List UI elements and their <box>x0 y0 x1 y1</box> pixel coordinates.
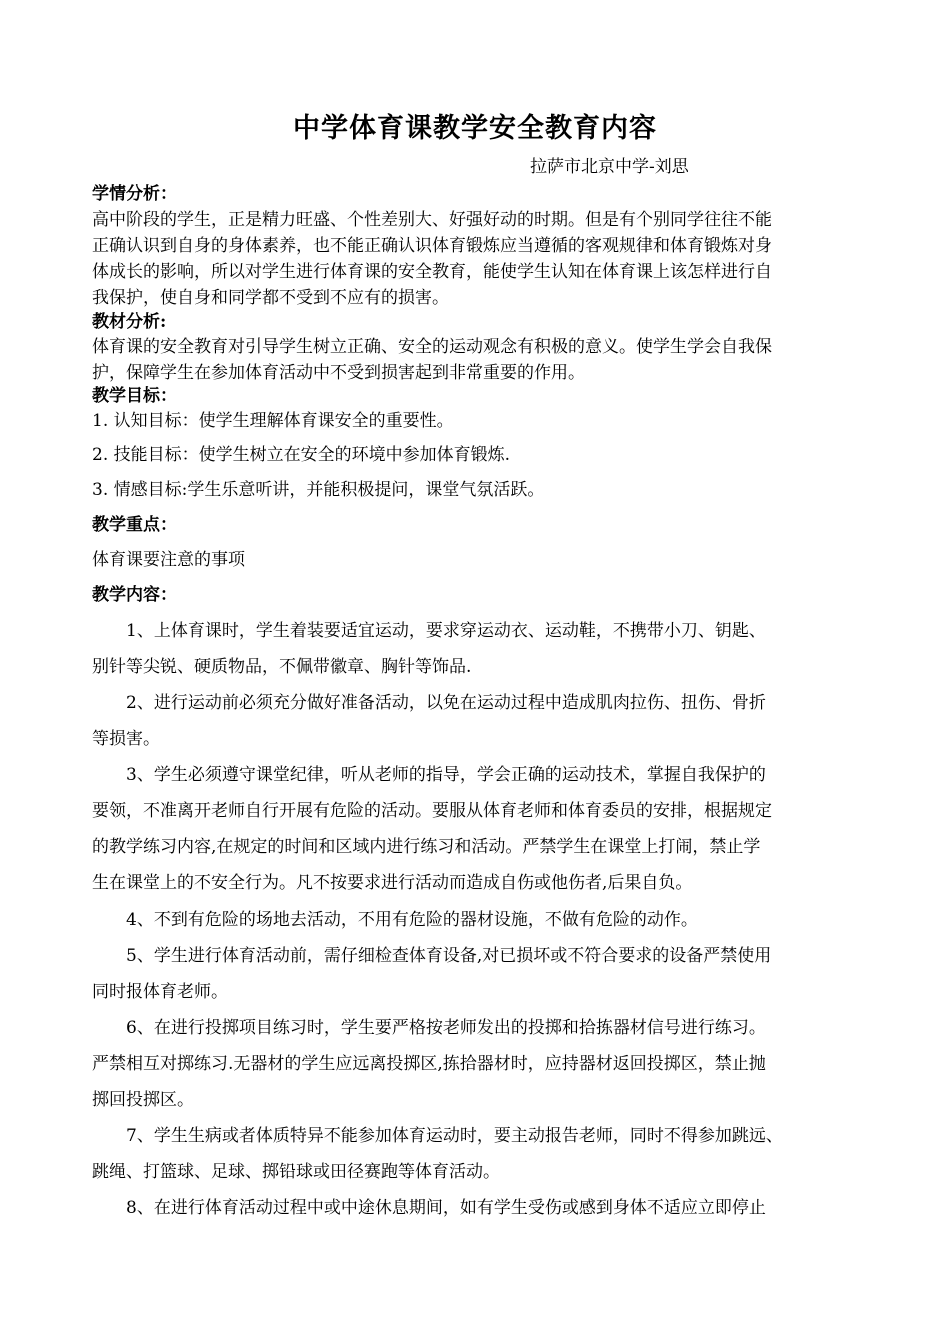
content-line: 别针等尖锐、硬质物品，不佩带徽章、胸针等饰品. <box>92 657 472 677</box>
focus-text: 体育课要注意的事项 <box>92 550 245 570</box>
content-heading: 教学内容： <box>92 585 177 605</box>
content-line: 同时报体育老师。 <box>92 982 228 1002</box>
material-heading: 教材分析: <box>92 312 167 332</box>
content-line: 的教学练习内容,在规定的时间和区域内进行练习和活动。严禁学生在课堂上打闹，禁止学 <box>92 837 761 857</box>
analysis-line: 正确认识到自身的身体素养，也不能正确认识体育锻炼应当遵循的客观规律和体育锻炼对身 <box>92 236 772 256</box>
analysis-line: 我保护，使自身和同学都不受到不应有的损害。 <box>92 288 449 308</box>
content-line: 7、学生生病或者体质特异不能参加体育运动时，要主动报告老师，同时不得参加跳远、 <box>92 1126 783 1146</box>
content-line: 要领，不准离开老师自行开展有危险的活动。要服从体育老师和体育委员的安排，根据规定 <box>92 801 772 821</box>
focus-heading: 教学重点： <box>92 515 177 535</box>
content-line: 6、在进行投掷项目练习时，学生要严格按老师发出的投掷和拾拣器材信号进行练习。 <box>92 1018 766 1038</box>
content-line: 生在课堂上的不安全行为。凡不按要求进行活动而造成自伤或他伤者,后果自负。 <box>92 873 693 893</box>
content-line: 等损害。 <box>92 729 160 749</box>
goals-heading: 教学目标： <box>92 386 177 406</box>
content-line: 严禁相互对掷练习.无器材的学生应远离投掷区,拣拾器材时，应持器材返回投掷区，禁止抛 <box>92 1054 766 1074</box>
page-title: 中学体育课教学安全教育内容 <box>293 113 657 144</box>
content-line: 5、学生进行体育活动前，需仔细检查体育设备,对已损坏或不符合要求的设备严禁使用 <box>92 946 772 966</box>
analysis-line: 高中阶段的学生，正是精力旺盛、个性差别大、好强好动的时期。但是有个别同学往往不能 <box>92 210 772 230</box>
content-line: 4、不到有危险的场地去活动，不用有危险的器材设施，不做有危险的动作。 <box>92 910 698 930</box>
author-line: 拉萨市北京中学-刘思 <box>530 157 689 177</box>
content-line: 8、在进行体育活动过程中或中途休息期间，如有学生受伤或感到身体不适应立即停止 <box>92 1198 766 1218</box>
goal-item: 2. 技能目标：使学生树立在安全的环境中参加体育锻炼. <box>92 445 511 465</box>
goal-item: 3. 情感目标:学生乐意听讲，并能积极提问，课堂气氛活跃。 <box>92 480 545 500</box>
content-line: 跳绳、打篮球、足球、掷铅球或田径赛跑等体育活动。 <box>92 1162 500 1182</box>
content-line: 掷回投掷区。 <box>92 1090 194 1110</box>
content-line: 3、学生必须遵守课堂纪律，听从老师的指导，学会正确的运动技术，掌握自我保护的 <box>92 765 766 785</box>
material-line: 体育课的安全教育对引导学生树立正确、安全的运动观念有积极的意义。使学生学会自我保 <box>92 337 772 357</box>
analysis-heading: 学情分析： <box>92 184 177 204</box>
content-line: 2、进行运动前必须充分做好准备活动，以免在运动过程中造成肌肉拉伤、扭伤、骨折 <box>92 693 766 713</box>
analysis-line: 体成长的影响，所以对学生进行体育课的安全教育，能使学生认知在体育课上该怎样进行自 <box>92 262 772 282</box>
content-line: 1、上体育课时，学生着装要适宜运动，要求穿运动衣、运动鞋，不携带小刀、钥匙、 <box>92 621 766 641</box>
goal-item: 1. 认知目标：使学生理解体育课安全的重要性。 <box>92 411 454 431</box>
material-line: 护，保障学生在参加体育活动中不受到损害起到非常重要的作用。 <box>92 363 585 383</box>
